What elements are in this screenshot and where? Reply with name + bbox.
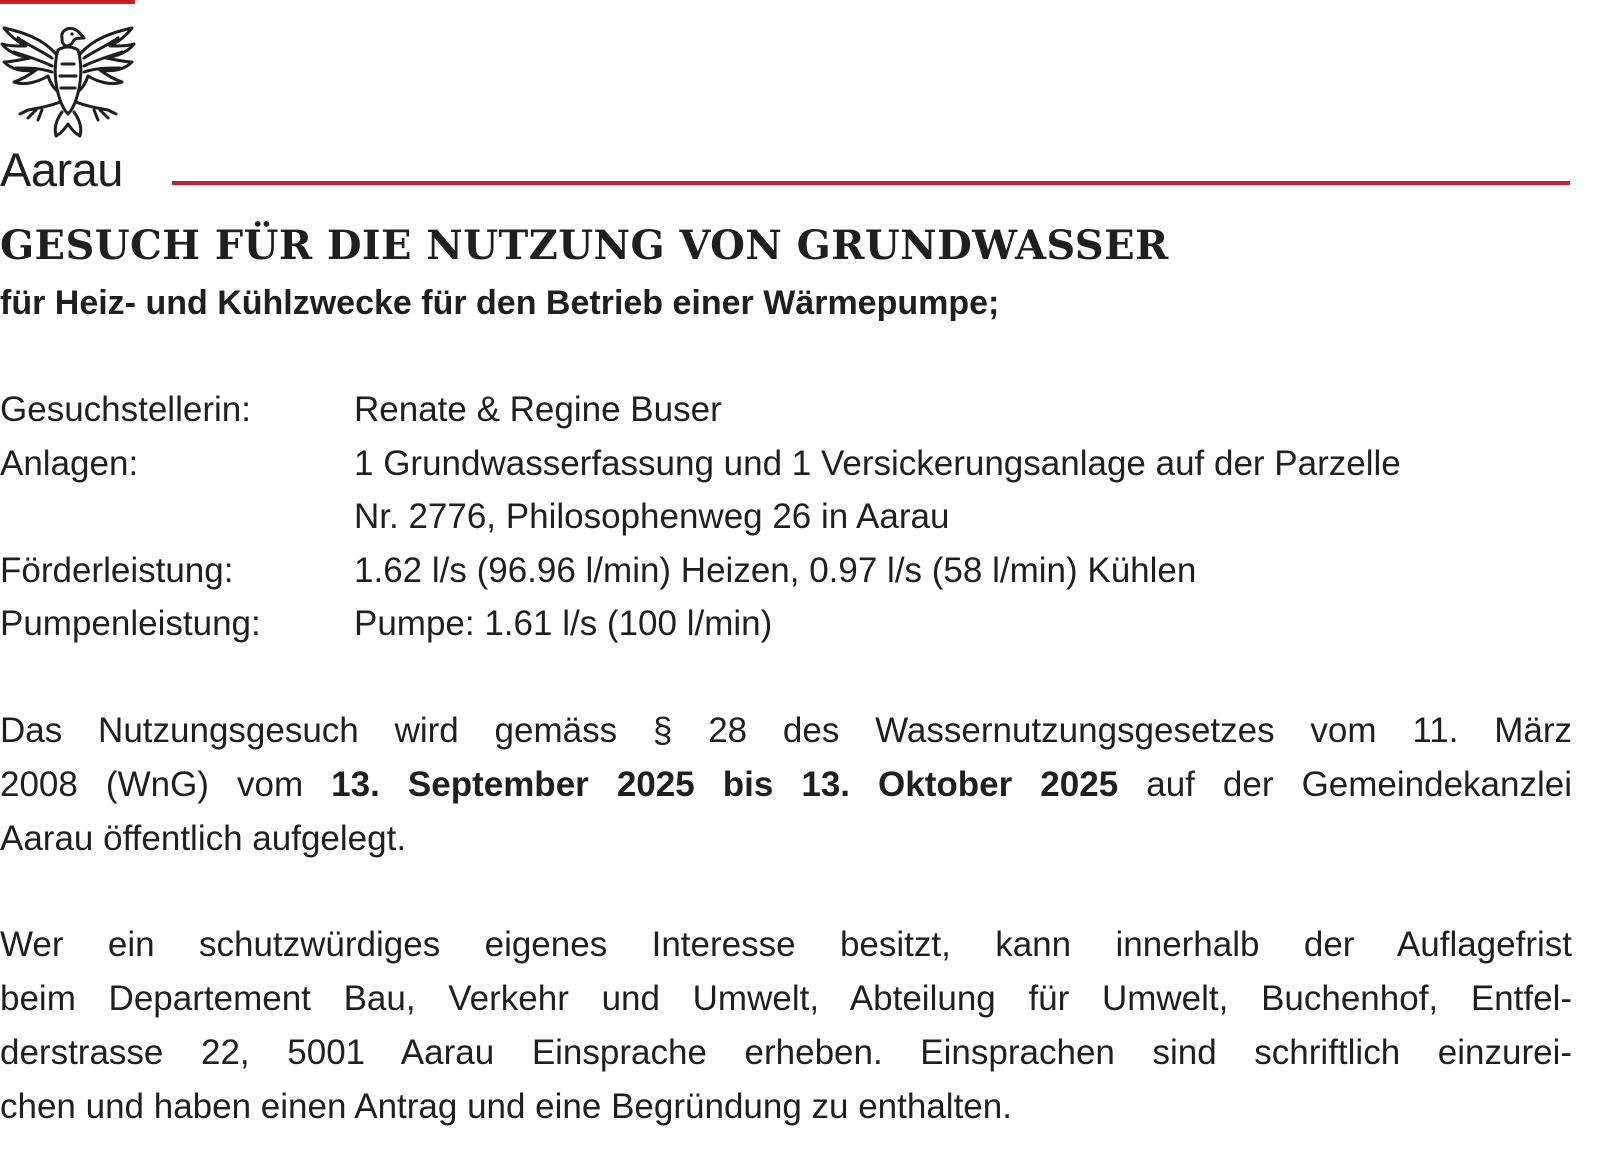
display-period: 13. September 2025 bis 13. Oktober 2025 <box>331 765 1119 804</box>
paragraph-line: beim Departement Bau, Verkehr und Umwelt, Abteilung für Umwelt, Buchenhof, Entfel- <box>0 979 1572 1018</box>
paragraph-line: Das Nutzungsgesuch wird gemäss § 28 des Wassernutzungsgesetzes vom 11. März <box>0 711 1572 750</box>
paragraph-line: chen und haben einen Antrag und eine Begründung zu enthalten. <box>0 1087 1012 1126</box>
paragraph-text: auf der Gemeindekanzlei <box>1118 765 1572 804</box>
logo-text: Aarau <box>0 143 123 196</box>
info-label: Anlagen: <box>0 443 139 483</box>
info-label <box>0 490 354 544</box>
top-accent-bar <box>0 0 135 4</box>
paragraph-public-display <box>0 704 1572 866</box>
info-value: 1.62 l/s (96.96 l/min) Heizen, 0.97 l/s (58 l/min) Kühlen <box>354 550 1197 590</box>
document-subtitle: für Heiz- und Kühlzwecke für den Betrieb einer Wärmepumpe; <box>0 284 1000 322</box>
info-value: Renate & Regine Buser <box>354 390 722 429</box>
paragraph-text: 2008 (WnG) vom <box>0 765 332 804</box>
info-row-facilities <box>0 437 1590 491</box>
paragraph-line: Wer ein schutzwürdiges eigenes Interesse besitzt, kann innerhalb der Auflagefrist <box>0 925 1572 964</box>
info-row-delivery-rate <box>0 544 1590 598</box>
info-row-applicant <box>0 383 1590 437</box>
info-label: Gesuchstellerin: <box>0 390 251 429</box>
document-title: GESUCH FÜR DIE NUTZUNG VON GRUNDWASSER <box>0 222 1169 269</box>
header-divider <box>172 181 1570 185</box>
paragraph-line: Aarau öffentlich aufgelegt. <box>0 819 407 858</box>
paragraph-objection <box>0 918 1572 1134</box>
paragraph-line <box>0 758 1572 812</box>
eagle-coat-of-arms-icon <box>0 24 136 142</box>
info-row-pump-capacity <box>0 597 1590 651</box>
info-value: 1 Grundwasserfassung und 1 Versickerungsanlage auf der Parzelle <box>354 443 1401 483</box>
info-value: Pumpe: 1.61 l/s (100 l/min) <box>354 604 773 643</box>
logo <box>0 24 140 194</box>
info-label: Pumpenleistung: <box>0 604 261 643</box>
info-value: Nr. 2776, Philosophenweg 26 in Aarau <box>354 497 950 536</box>
info-row-facilities-continued <box>0 490 1590 544</box>
info-table <box>0 383 1590 651</box>
info-label: Förderleistung: <box>0 550 234 590</box>
paragraph-line: derstrasse 22, 5001 Aarau Einsprache erheben. Einsprachen sind schriftlich einzurei- <box>0 1033 1572 1072</box>
